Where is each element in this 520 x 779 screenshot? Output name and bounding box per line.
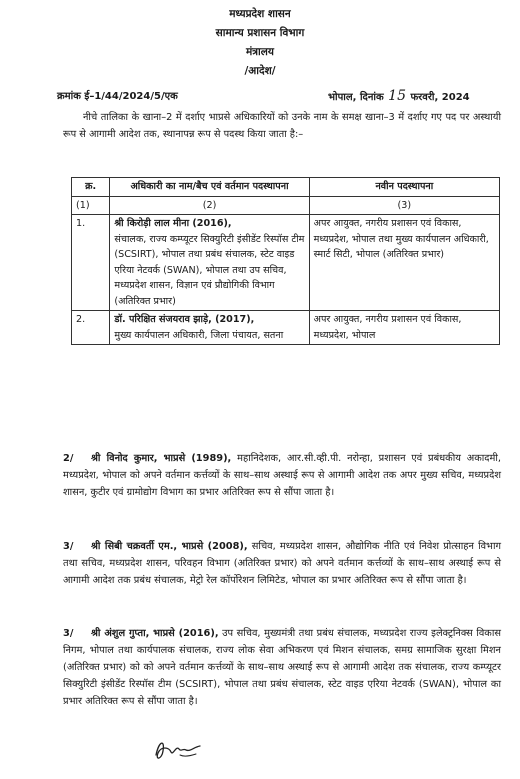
header-sno: क्र.	[72, 178, 110, 197]
paragraph-text: सचिव, मध्यप्रदेश शासन, औद्योगिक नीति एवं निवेश प्रोत्साहन विभाग तथा सचिव, मध्यप्रदेश शासन, परिवहन विभाग (अतिरिक्त प्रभार) को अपने वर्तमान कर्त्तव्यों के साथ–साथ अस्थाई रूप से आगामी आदेश तक प्रबंध संचालक, मेट्रो रेल कॉर्पोरेशन लिमिटेड, भोपाल का प्रभार अतिरिक्त रूप से सौंपा जाता है।	[63, 541, 501, 586]
row-sno: 1.	[72, 215, 110, 311]
paragraph-2	[63, 450, 501, 501]
officer-current-posting: मुख्य कार्यपालन अधिकारी, जिला पंचायत, सतना	[114, 329, 284, 341]
header-officer: अधिकारी का नाम/बैच एवं वर्तमान पदस्थापना	[110, 178, 309, 197]
paragraph-4	[63, 625, 501, 710]
colnum-3: (3)	[309, 196, 499, 215]
date-day: 15	[388, 88, 406, 104]
row-new-posting: अपर आयुक्त, नगरीय प्रशासन एवं विकास, मध्यप्रदेश, भोपाल	[309, 311, 499, 345]
intro-paragraph: नीचे तालिका के खाना–2 में दर्शाए भाप्रसे अधिकारियों को उनके नाम के समक्ष खाना–3 में दर्शाए गए पद पर अस्थायी रूप से आगामी आदेश तक, स्थानापन्न रूप से पदस्थ किया जाता है:–	[63, 112, 501, 140]
order-heading: /आदेश/	[244, 65, 276, 77]
department-title: सामान्य प्रशासन विभाग	[215, 27, 305, 39]
officer-name: श्री विनोद कुमार, भाप्रसे (1989),	[91, 453, 232, 464]
colnum-1: (1)	[72, 196, 110, 215]
officer-name: श्री किरोड़ी लाल मीना (2016),	[114, 218, 232, 229]
date-rest: फरवरी, 2024	[410, 92, 470, 103]
paragraph-text: महानिदेशक, आर.सी.व्ही.पी. नरोन्हा, प्रशासन एवं प्रबंधकीय अकादमी, मध्यप्रदेश, भोपाल को अपने वर्तमान कर्त्तव्यों के साथ–साथ अस्थाई रूप से आगामी आदेश तक अपर मुख्य सचिव, मध्यप्रदेश शासन, कुटीर एवं ग्रामोद्योग विभाग का प्रभार अतिरिक्त रूप से सौंपा जाता है।	[63, 453, 501, 498]
paragraph-number: 3/	[63, 628, 74, 639]
table-row	[72, 215, 500, 311]
officer-name: श्री सिबी चक्रवर्ती एम., भाप्रसे (2008),	[91, 541, 248, 552]
table-colnum-row	[72, 196, 500, 215]
table-header-row	[72, 178, 500, 197]
ministry-title: मंत्रालय	[245, 46, 274, 58]
order-date	[328, 88, 470, 104]
row-officer	[110, 311, 309, 345]
colnum-2: (2)	[110, 196, 309, 215]
officer-current-posting: संचालक, राज्य कम्प्यूटर सिक्युरिटी इंसीडेंट रिस्पॉस टीम (SCSIRT), भोपाल तथा प्रबंध संचालक, स्टेट वाइड एरिया नेटवर्क (SWAN), भोपाल तथा उप सचिव, मध्यप्रदेश शासन, विज्ञान एवं प्रौद्योगिकी विभाग (अतिरिक्त प्रभार)	[114, 233, 305, 307]
officer-name: डॉ. परिक्षित संजयराव झाड़े, (2017),	[114, 314, 255, 325]
date-prefix: भोपाल, दिनांक	[328, 92, 384, 103]
signature-icon	[150, 735, 210, 765]
paragraph-3	[63, 538, 501, 589]
table-row	[72, 311, 500, 345]
header-new-posting: नवीन पदस्थापना	[309, 178, 499, 197]
paragraph-number: 2/	[63, 453, 74, 464]
paragraph-number: 3/	[63, 541, 74, 552]
row-sno: 2.	[72, 311, 110, 345]
govt-title: मध्यप्रदेश शासन	[229, 8, 291, 20]
row-new-posting: अपर आयुक्त, नगरीय प्रशासन एवं विकास, मध्यप्रदेश, भोपाल तथा मुख्य कार्यपालन अधिकारी, स्मार्ट सिटी, भोपाल (अतिरिक्त प्रभार)	[309, 215, 499, 311]
officer-name: श्री अंशुल गुप्ता, भाप्रसे (2016),	[91, 628, 219, 639]
order-number: क्रमांक ई–1/44/2024/5/एक	[57, 91, 178, 102]
paragraph-text: उप सचिव, मुख्यमंत्री तथा प्रबंध संचालक, मध्यप्रदेश राज्य इलेक्ट्रनिक्स विकास निगम, भोपाल तथा कार्यपालक संचालक, राज्य लोक सेवा अभिकरण एवं मिशन संचालक, समग्र सामाजिक सुरक्षा मिशन (अतिरिक्त प्रभार) को को अपने वर्तमान कर्त्तव्यों के साथ–साथ अस्थाई रूप से आगामी आदेश तक संचालक, राज्य कम्प्यूटर सिक्युरिटी इंसीडेंट रिस्पॉस टीम (SCSIRT), भोपाल तथा प्रबंध संचालक, स्टेट वाइड एरिया नेटवर्क (SWAN), भोपाल का प्रभार अतिरिक्त रूप से सौंपा जाता है।	[63, 628, 501, 707]
posting-table	[71, 177, 500, 345]
row-officer	[110, 215, 309, 311]
